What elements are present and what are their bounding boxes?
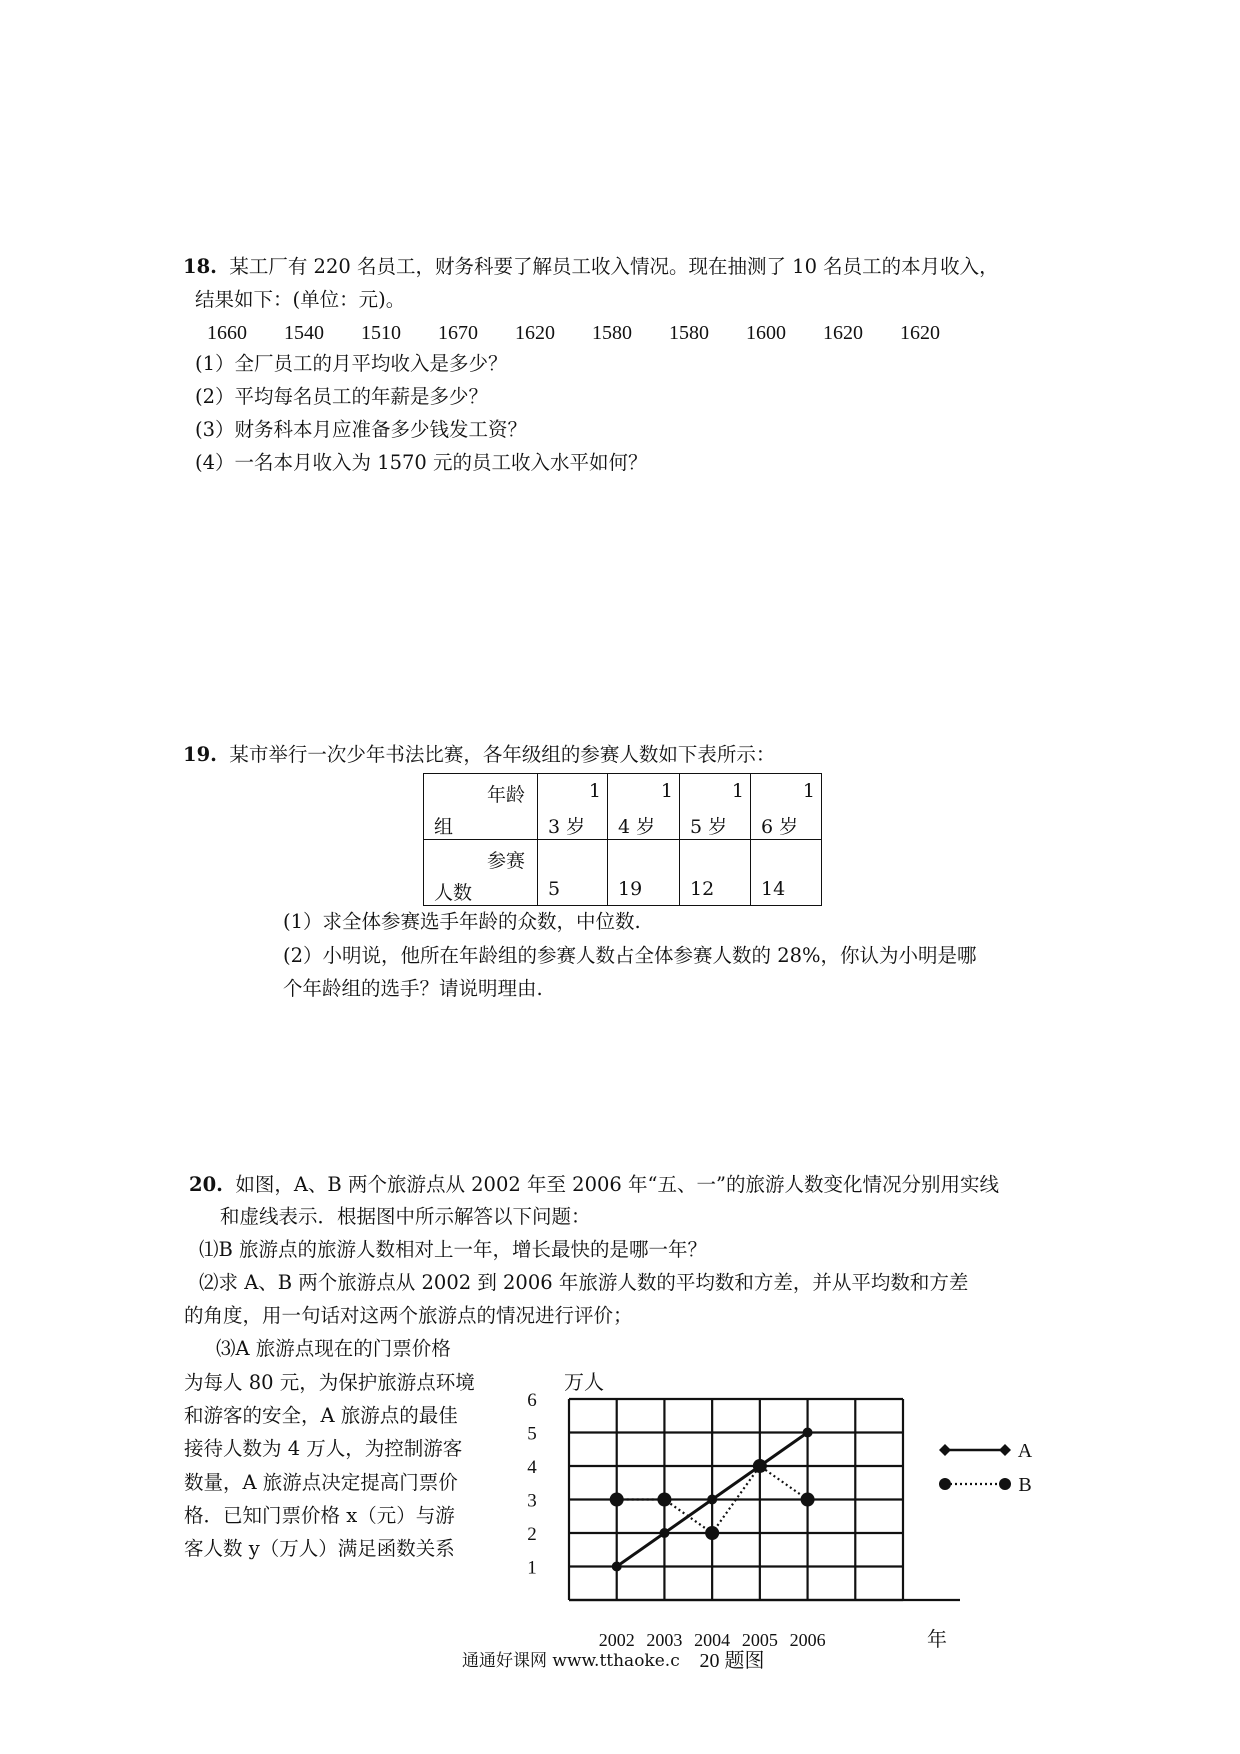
row-label: 人数 <box>434 882 473 904</box>
data-value: 1620 <box>900 322 940 344</box>
series-b-point <box>657 1493 671 1507</box>
series-b-point <box>801 1493 815 1507</box>
table-row <box>424 774 822 840</box>
q20-text-line1: 如图，A、B 两个旅游点从 2002 年至 2006 年“五、一”的旅游人数变化情况分别用实线 <box>235 1173 999 1196</box>
series-b-point <box>705 1526 719 1540</box>
y-tick-label: 1 <box>527 1557 537 1579</box>
x-tick-label: 2006 <box>789 1630 826 1650</box>
q20-sub3-line: 接待人数为 4 万人，为控制游客 <box>184 1437 463 1460</box>
q18-sub1: (1）全厂员工的月平均收入是多少？ <box>195 352 508 375</box>
legend-label-b: B <box>1018 1474 1032 1496</box>
series-a-point <box>612 1562 622 1572</box>
y-tick-label: 4 <box>527 1457 537 1478</box>
q20-sub3-line: 格．已知门票价格 x（元）与游 <box>184 1504 455 1527</box>
x-tick-label: 2005 <box>741 1630 778 1650</box>
q20-sub3-line: 为每人 80 元，为保护旅游点环境 <box>184 1371 475 1394</box>
data-value: 1660 <box>207 322 247 344</box>
q18-sub2: (2）平均每名员工的年薪是多少？ <box>195 385 489 408</box>
q20-line2: 和虚线表示．根据图中所示解答以下问题： <box>220 1205 591 1228</box>
q19-number: 19. <box>183 743 217 766</box>
q18-sub4: (4）一名本月收入为 1570 元的员工收入水平如何？ <box>195 451 648 474</box>
x-axis-label: 年 <box>927 1629 947 1651</box>
age-top: 1 <box>660 780 673 802</box>
q20-line1 <box>189 1175 999 1195</box>
q19-line1 <box>183 745 775 765</box>
age-bottom: 4 岁 <box>618 816 656 838</box>
age-bottom: 6 岁 <box>761 816 799 838</box>
count-value: 5 <box>548 878 561 900</box>
q19-intro: 某市举行一次少年书法比赛，各年级组的参赛人数如下表所示： <box>229 743 776 766</box>
row-label: 年龄 <box>486 784 525 806</box>
q18-line2: 结果如下：(单位：元)。 <box>195 288 406 311</box>
tourism-line-chart <box>500 1360 1220 1690</box>
data-value: 1580 <box>669 322 709 344</box>
x-tick-label: 2004 <box>694 1630 731 1650</box>
data-value: 1510 <box>361 322 401 344</box>
q20-sub3-line: 和游客的安全，A 旅游点的最佳 <box>184 1404 458 1427</box>
data-value: 1620 <box>823 322 863 344</box>
row-label: 参赛 <box>486 850 525 872</box>
data-value: 1600 <box>746 322 786 344</box>
y-tick-label: 3 <box>527 1490 537 1512</box>
age-top: 1 <box>802 780 815 802</box>
age-top: 1 <box>731 780 744 802</box>
q19-sub2-line2: 个年龄组的选手？请说明理由. <box>283 977 543 1000</box>
q20-sub2-line1: ⑵求 A、B 两个旅游点从 2002 到 2006 年旅游人数的平均数和方差，并从平均数和方差 <box>199 1271 969 1294</box>
q19-sub1: (1）求全体参赛选手年龄的众数，中位数. <box>283 910 641 933</box>
y-tick-label: 2 <box>527 1524 537 1545</box>
count-value: 19 <box>618 878 643 900</box>
count-value: 12 <box>690 878 715 900</box>
q20-sub2-line2: 的角度，用一句话对这两个旅游点的情况进行评价； <box>184 1304 633 1327</box>
x-tick-label: 2003 <box>646 1630 683 1650</box>
series-a-point <box>755 1461 765 1471</box>
age-top: 1 <box>588 780 601 802</box>
series-b-point <box>610 1493 624 1507</box>
data-value: 1670 <box>438 322 478 344</box>
data-value: 1540 <box>284 322 324 344</box>
count-value: 14 <box>761 878 786 900</box>
series-a-point <box>803 1428 813 1438</box>
y-tick-label: 5 <box>527 1423 537 1445</box>
series-a-point <box>659 1528 669 1538</box>
data-value: 1620 <box>515 322 555 344</box>
legend-marker-a <box>939 1444 951 1456</box>
q18-data-row <box>0 322 1240 346</box>
q18-line1 <box>183 257 999 277</box>
row-label: 组 <box>434 816 454 838</box>
age-bottom: 3 岁 <box>548 816 586 838</box>
q20-sub3-line: 数量，A 旅游点决定提高门票价 <box>184 1471 458 1494</box>
age-group-table <box>423 773 822 906</box>
q18-number: 18. <box>183 255 217 278</box>
legend-marker-b <box>939 1478 951 1490</box>
y-tick-label: 6 <box>527 1390 537 1411</box>
x-tick-label: 2002 <box>598 1630 635 1650</box>
q18-text-line1: 某工厂有 220 名员工，财务科要了解员工收入情况。现在抽测了 10 名员工的本月收入， <box>229 255 999 278</box>
q18-sub3: (3）财务科本月应准备多少钱发工资？ <box>195 418 528 441</box>
q19-sub2-line1: (2）小明说，他所在年龄组的参赛人数占全体参赛人数的 28%，你认为小明是哪 <box>283 944 977 967</box>
y-axis-label: 万人 <box>564 1372 604 1394</box>
q20-sub1: ⑴B 旅游点的旅游人数相对上一年，增长最快的是哪一年？ <box>199 1238 708 1261</box>
q20-number: 20. <box>189 1173 223 1196</box>
tourism-chart <box>500 1360 1220 1690</box>
series-a-point <box>707 1495 717 1505</box>
legend-marker-b <box>999 1478 1011 1490</box>
q20-sub3-line: 客人数 y（万人）满足函数关系 <box>184 1537 455 1560</box>
table-row <box>424 840 822 906</box>
legend-label-a: A <box>1017 1440 1033 1462</box>
footer-watermark: 通通好课网 www.tthaoke.c <box>462 1651 680 1671</box>
data-value: 1580 <box>592 322 632 344</box>
age-bottom: 5 岁 <box>690 816 728 838</box>
q20-sub3-line: ⑶A 旅游点现在的门票价格 <box>216 1337 451 1360</box>
legend-marker-a <box>999 1444 1011 1456</box>
chart-caption: 20 题图 <box>699 1650 765 1672</box>
